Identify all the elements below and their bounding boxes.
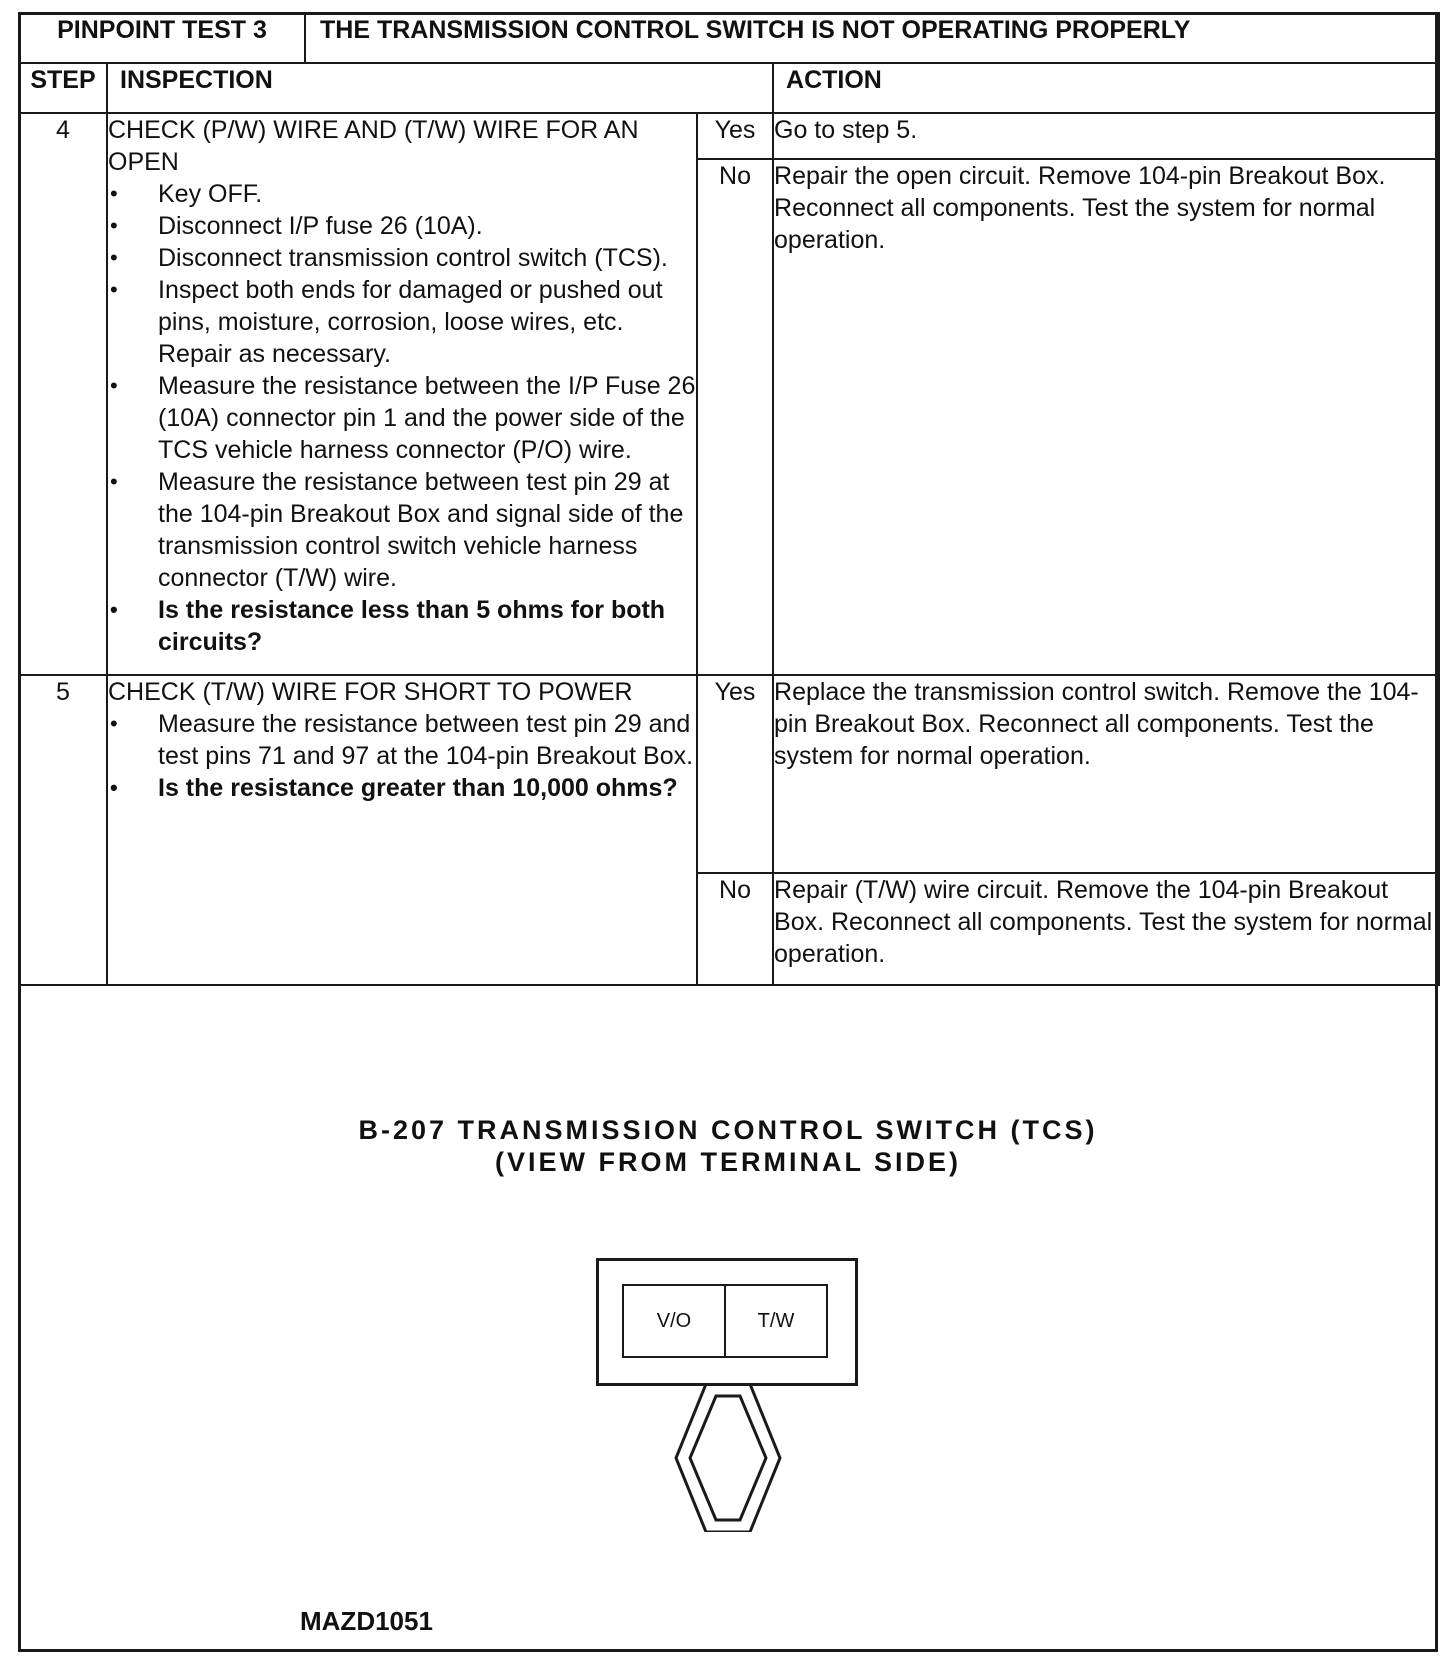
connector-latch-icon [672,1384,784,1532]
list-item-question: • Is the resistance greater than 10,000 ohms? [110,774,678,802]
step-5-yes-row [19,675,1439,873]
diagram-title-line-2: (VIEW FROM TERMINAL SIDE) [495,1147,961,1177]
test-label: PINPOINT TEST 3 [19,13,305,63]
list-item: • Disconnect I/P fuse 26 (10A). [110,212,483,240]
step-title: CHECK (P/W) WIRE AND (T/W) WIRE FOR AN OPEN [108,116,639,176]
bullet-icon: • [110,373,118,398]
pin-vo: V/O [656,1309,692,1332]
step-4-yes-row [19,113,1439,159]
bullet-icon: • [110,181,118,206]
bullet-icon: • [110,213,118,238]
no-label: No [697,873,773,985]
column-header-action: ACTION [773,63,1439,113]
table-title-row [19,13,1439,63]
column-header-row [19,63,1439,113]
connector-diagram-title [18,1114,1438,1178]
list-item: • Key OFF. [110,180,263,208]
list-item: • Inspect both ends for damaged or pushed out pins, moisture, corrosion, loose wires, etc. Repair as necessary. [110,276,663,368]
no-label: No [697,159,773,675]
step-inspection [107,113,697,675]
inspection-list [108,708,696,804]
list-item: • Disconnect transmission control switch (TCS). [110,244,668,272]
yes-label: Yes [697,113,773,159]
yes-action: Replace the transmission control switch. Remove the 104-pin Breakout Box. Reconnect all components. Test the system for normal operation. [773,675,1439,873]
no-action: Repair (T/W) wire circuit. Remove the 104-pin Breakout Box. Reconnect all components. Test the system for normal operation. [773,873,1439,985]
list-item: • Measure the resistance between test pin 29 and test pins 71 and 97 at the 104-pin Breakout Box. [110,710,694,770]
bullet-icon: • [110,597,118,622]
figure-id: MAZD1051 [300,1606,433,1636]
list-item-question: • Is the resistance less than 5 ohms for both circuits? [110,596,666,656]
bullet-icon: • [110,469,118,494]
step-number: 4 [19,113,107,675]
test-title: THE TRANSMISSION CONTROL SWITCH IS NOT OPERATING PROPERLY [305,13,1439,63]
yes-action: Go to step 5. [773,113,1439,159]
column-header-step: STEP [19,63,107,113]
bullet-icon: • [110,245,118,270]
bullet-icon: • [110,711,118,736]
bullet-icon: • [110,775,118,800]
step-number: 5 [19,675,107,985]
step-inspection [107,675,697,985]
no-action: Repair the open circuit. Remove 104-pin Breakout Box. Reconnect all components. Test the system for normal operation. [773,159,1439,675]
connector-pins [622,1284,828,1358]
yes-label: Yes [697,675,773,873]
inspection-list [108,178,696,658]
bullet-icon: • [110,277,118,302]
step-title: CHECK (T/W) WIRE FOR SHORT TO POWER [108,678,633,706]
diagram-title-line-1: B-207 TRANSMISSION CONTROL SWITCH (TCS) [358,1115,1098,1145]
column-header-inspection: INSPECTION [107,63,773,113]
pin-tw: T/W [724,1286,826,1356]
list-item: • Measure the resistance between the I/P Fuse 26 (10A) connector pin 1 and the power side of the TCS vehicle harness connector (P/O) wire. [110,372,696,464]
pinpoint-test-table [18,12,1440,986]
list-item: • Measure the resistance between test pin 29 at the 104-pin Breakout Box and signal side of the transmission control switch vehicle harness connector (T/W) wire. [110,468,684,592]
